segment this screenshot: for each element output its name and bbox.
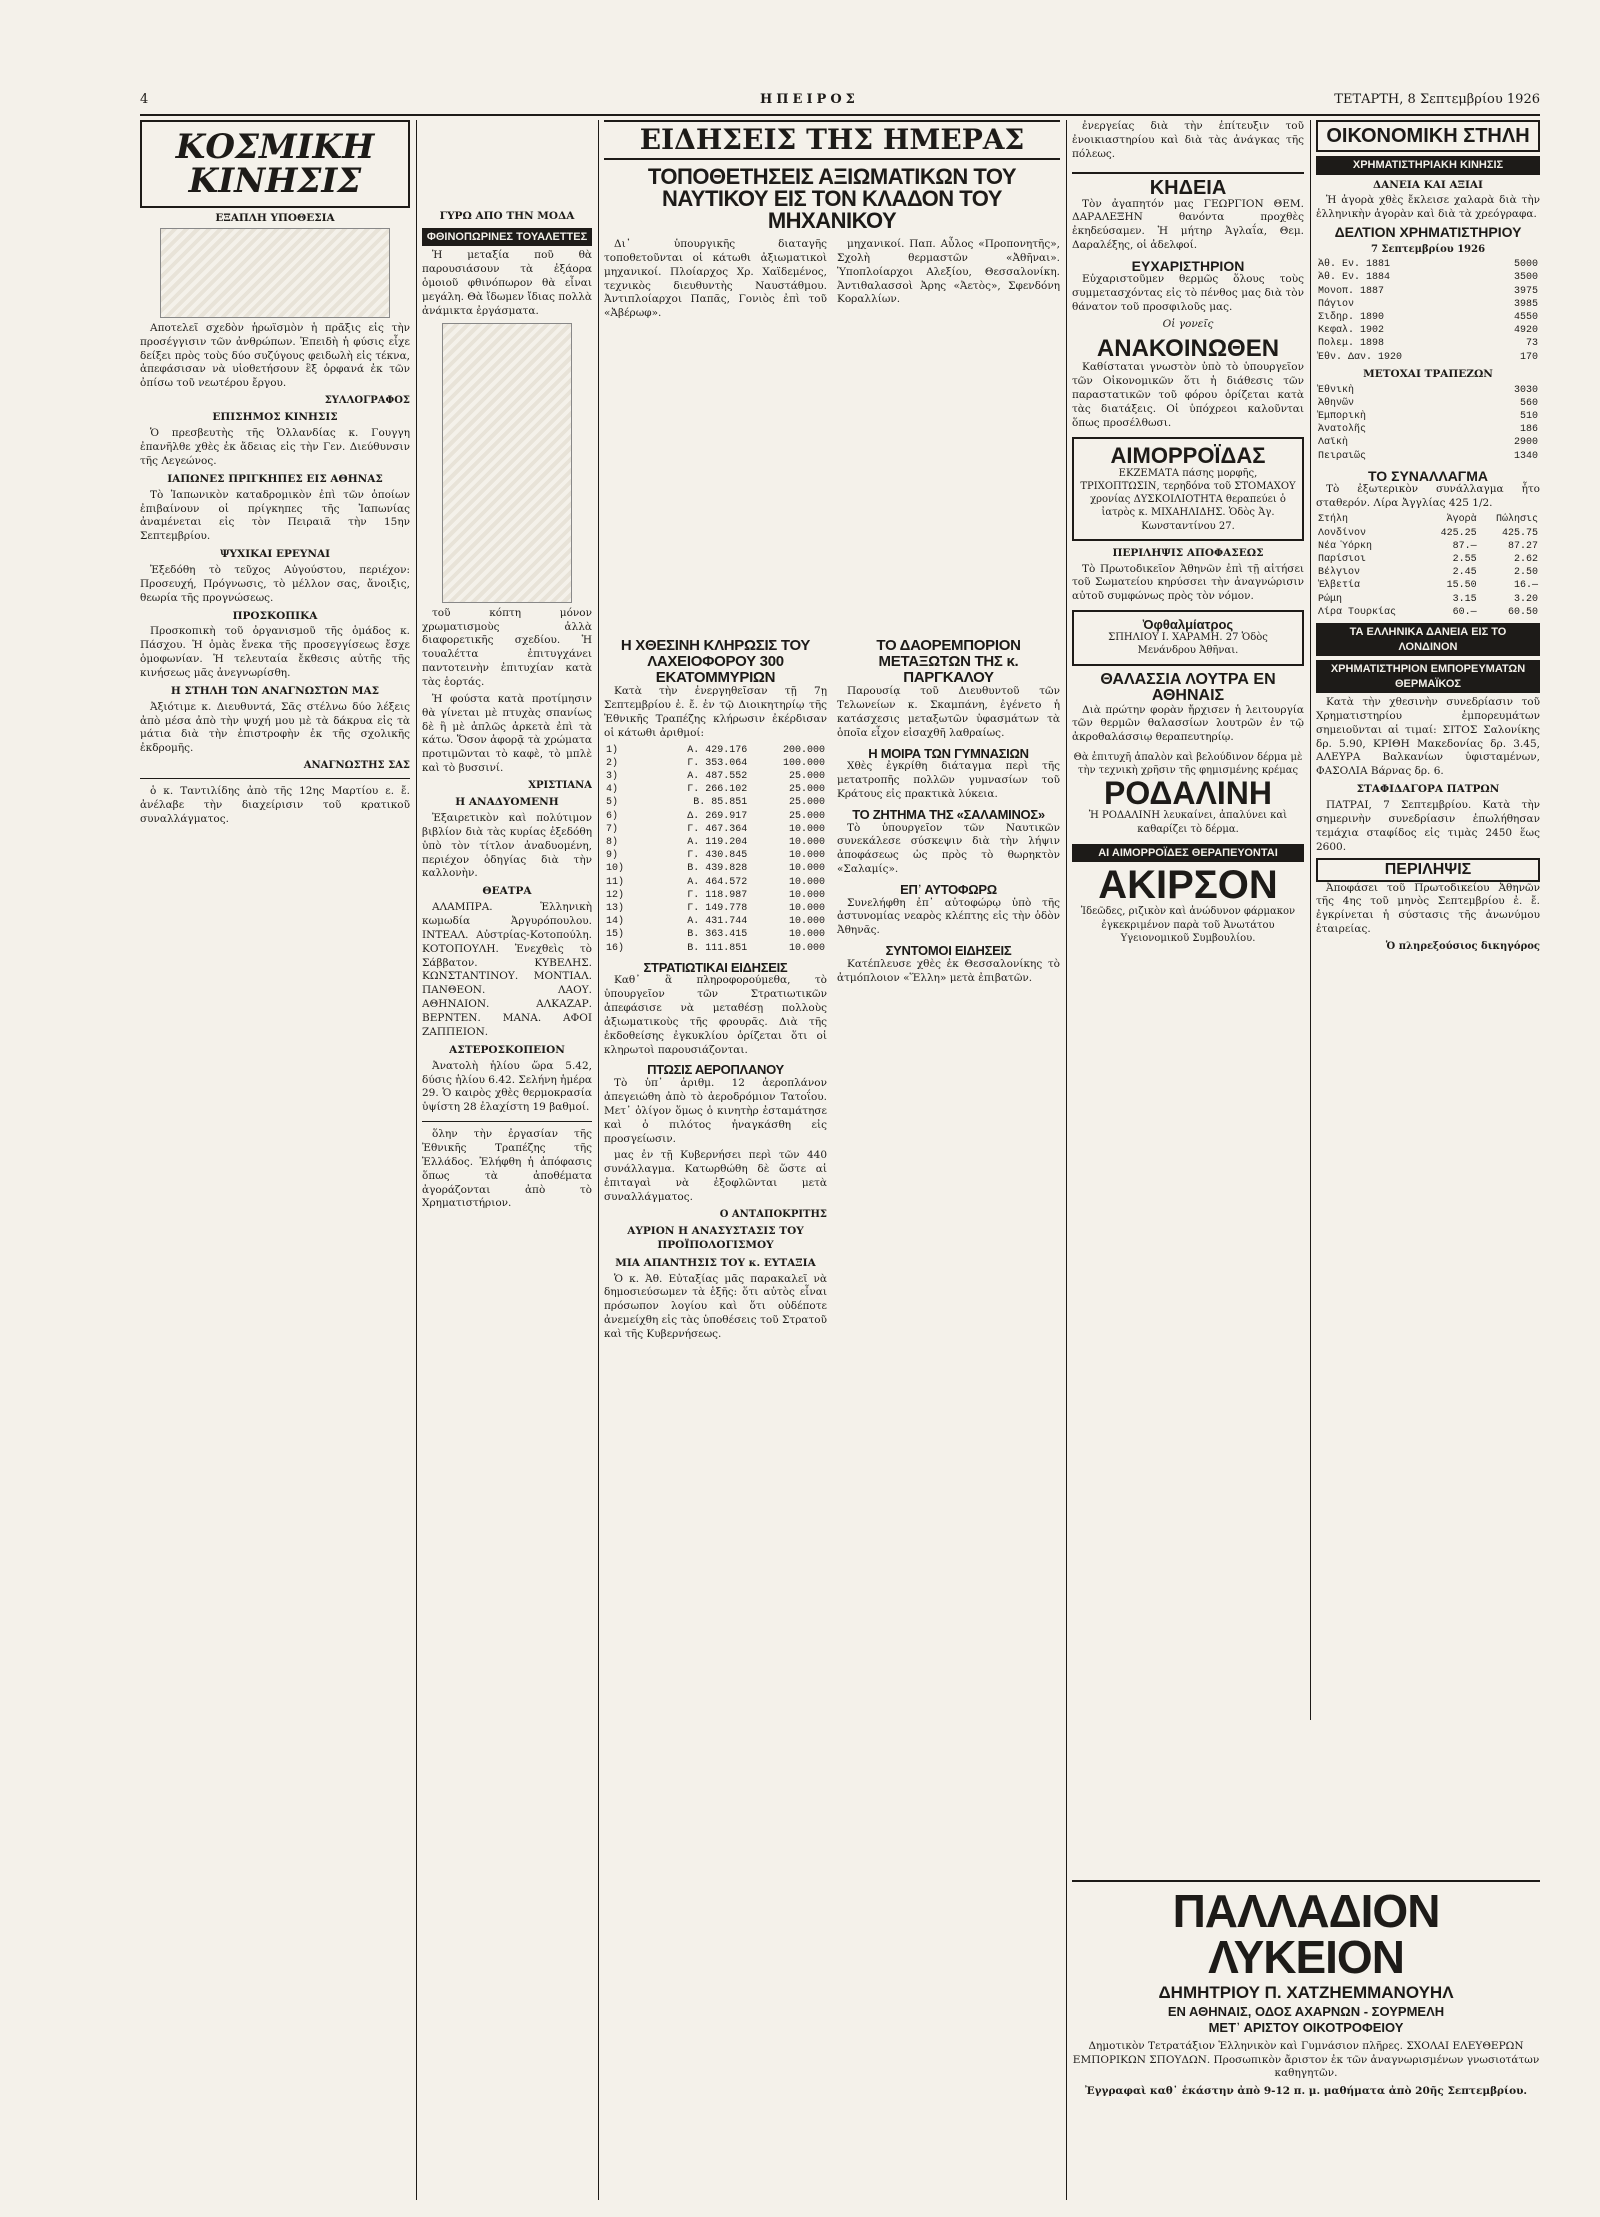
article-text: Καθίσταται γνωστὸν ὑπὸ τὸ ὑπουργεῖον τῶν Οἰκονομικῶν ὅτι ἡ διάθεσις τῶν παραστατικῶν τοῦ φόρου ὁρίζεται κατὰ τὰς διατάξεις. Οἱ ὑπόχρεοι καλοῦνται ὅπως προσέλθωσι. — [1072, 361, 1304, 429]
loan-row — [1316, 351, 1540, 364]
table-cell: Πολεμ. 1898 — [1318, 338, 1385, 350]
article-text: Ἡ μεταξία ποῦ θὰ παρουσιάσουν τὰ ἐξάορα ὁμοιοῦ φθινόπωρον θὰ εἶναι μεγάλη. Θὰ ἴδωμεν ἴδιας πολλὰ ἀνάμικτα ἐργάσματα. — [422, 249, 592, 317]
article-text: Συνελήφθη ἐπ᾽ αὐτοφώρῳ ὑπὸ τῆς ἀστυνομίας νεαρὸς κλέπτης εἰς τὴν ὁδὸν Ἀθηνᾶς. — [837, 896, 1060, 937]
article-text: Κατὰ τὴν χθεσινὴν συνεδρίασιν τοῦ Χρηματιστηρίου ἐμπορευμάτων σημειοῦνται αἱ τιμαί: ΣΙΤΟΣ Σαλονίκης δρ. 5.90, ΚΡΙΘΗ Μακεδονίας δρ. 3.45, ΑΛΕΥΡΑ Βαλκανίων ὑφισταμένων, ΦΑΣΟΛΙΑ Βάρνας δρ. 6. — [1316, 696, 1540, 778]
table-cell: Κεφαλ. 1902 — [1318, 325, 1385, 337]
table-cell: 25.000 — [788, 810, 825, 822]
lead-article-body — [604, 238, 1060, 638]
article-heading: ΣΥΝΤΟΜΟΙ ΕΙΔΗΣΕΙΣ — [885, 943, 1012, 959]
table-cell: 200.000 — [782, 744, 825, 756]
issue-date: ΤΕΤΑΡΤΗ, 8 Σεπτεμβρίου 1926 — [1334, 92, 1540, 107]
ad-title: ΑΙΜΟΡΡΟΪΔΑΣ — [1110, 442, 1266, 468]
article-heading: Η ΧΘΕΣΙΝΗ ΚΛΗΡΩΣΙΣ ΤΟΥ ΛΑΧΕΙΟΦΟΡΟΥ 300 ΕΚΑΤΟΜΜΥΡΙΩΝ — [620, 637, 811, 686]
article-heading: ΑΥΡΙΟΝ Η ΑΝΑΣΥΣΤΑΣΙΣ ΤΟΥ ΠΡΟΪΠΟΛΟΓΙΣΜΟΥ — [627, 1225, 804, 1251]
table-cell: 87.27 — [1507, 540, 1538, 552]
news-right-subcolumn — [837, 638, 1060, 1345]
page-header — [140, 92, 1540, 114]
prize-row — [604, 744, 827, 757]
table-cell: 11) — [606, 876, 625, 888]
table-cell: Α. 487.552 — [687, 771, 748, 783]
loan-row — [1316, 258, 1540, 271]
table-cell: Γ. 430.845 — [687, 850, 748, 862]
fx-header: Πώλησις — [1495, 514, 1538, 526]
bank-row — [1316, 397, 1540, 410]
fx-row — [1316, 566, 1540, 579]
table-cell: 425.75 — [1501, 527, 1538, 539]
table-cell: 10) — [606, 863, 625, 875]
bank-row — [1316, 436, 1540, 449]
table-cell: 3) — [606, 771, 619, 783]
fx-header: Στήλη — [1318, 514, 1349, 526]
table-cell: 10.000 — [788, 929, 825, 941]
fx-row — [1316, 553, 1540, 566]
loan-row — [1316, 324, 1540, 337]
article-text: Τὸ ἐξωτερικὸν συνάλλαγμα ἦτο σταθερόν. Λίρα Ἀγγλίας 425 1/2. — [1316, 482, 1540, 509]
table-cell: Β. 85.851 — [693, 797, 748, 809]
table-cell: 10.000 — [788, 916, 825, 928]
article-text: Κατὰ τὴν ἐνεργηθεῖσαν τῇ 7ῃ Σεπτεμβρίου ἐ. ἔ. ἐν τῷ Διοικητηρίῳ τῆς Ἐθνικῆς Τραπέζης κλήρωσιν ἐκέρδισαν οἱ κάτωθι ἀριθμοί: — [604, 685, 827, 739]
loan-row — [1316, 311, 1540, 324]
article-heading: ΣΤΡΑΤΙΩΤΙΚΑΙ ΕΙΔΗΣΕΙΣ — [643, 959, 788, 975]
article-text: ἐνεργείας διὰ τὴν ἐπίτευξιν τοῦ ἐνοικιαστηρίου καὶ διὰ τὰς ἀνάγκας τῆς πόλεως. — [1072, 120, 1304, 160]
advertisement-hemorrhoids — [1072, 437, 1304, 541]
table-cell: 186 — [1519, 424, 1538, 436]
prize-row — [604, 876, 827, 889]
article-text: Τὸ Ἰαπωνικὸν καταδρομικὸν ἐπὶ τῶν ὁποίων ἐπιβαίνουν οἱ πρίγκηπες τῆς Ἰαπωνίας ἀναμένεται εἰς τὸν Πειραιᾶ τὴν 15ην Σεπτεμβρίου. — [140, 488, 410, 543]
article-text: Δι᾽ ὑπουργικῆς διαταγῆς τοποθετοῦνται οἱ κάτωθι ἀξιωματικοὶ μηχανικοί. Πλοίαρχος Χρ. Χαϊδεμένος, τεχνικὸς διευθυντὴς Ναυστάθμου. Ἀντιπλοίαρχοι Παπᾶς, Γονιὸς ἐπὶ τοῦ «Ἀβέρωφ». — [604, 238, 827, 320]
table-cell: 15.50 — [1446, 580, 1477, 592]
ad-text: ΣΠΗΛΙΟΥ Ι. ΧΑΡΑΜΗ. 27 Ὁδὸς Μενάνδρου Ἀθῆναι. — [1108, 632, 1268, 657]
article-heading: ΠΕΡΙΛΗΨΙΣ — [1316, 858, 1540, 882]
table-cell: 3975 — [1513, 285, 1538, 297]
table-cell: 10.000 — [788, 942, 825, 954]
table-cell: 1) — [606, 744, 619, 756]
article-heading: ΜΙΑ ΑΠΑΝΤΗΣΙΣ ΤΟΥ κ. ΕΥΤΑΞΙΑ — [615, 1256, 816, 1269]
loan-row — [1316, 271, 1540, 284]
article-heading: ΤΑ ΕΛΛΗΝΙΚΑ ΔΑΝΕΙΑ ΕΙΣ ΤΟ ΛΟΝΔΙΝΟΝ — [1316, 623, 1540, 656]
table-cell: 16.— — [1513, 580, 1538, 592]
ad-address: ΕΝ ΑΘΗΝΑΙΣ, ΟΔΟΣ ΑΧΑΡΝΩΝ - ΣΟΥΡΜΕΛΗ — [1167, 2004, 1445, 2019]
fx-header: Ἀγορὰ — [1446, 514, 1477, 526]
ad-text: Ἐγγραφαὶ καθ᾽ ἑκάστην ἀπὸ 9-12 π. μ. μαθήματα ἀπὸ 20ῆς Σεπτεμβρίου. — [1084, 2084, 1528, 2097]
notice-heading: ΘΑΛΑΣΣΙΑ ΛΟΥΤΡΑ ΕΝ ΑΘΗΝΑΙΣ — [1100, 670, 1276, 704]
table-cell: Λίρα Τουρκίας — [1318, 606, 1397, 618]
table-cell: 13) — [606, 902, 625, 914]
table-cell: 12) — [606, 889, 625, 901]
article-heading: Η ΑΝΑΔΥΟΜΕΝΗ — [455, 796, 559, 809]
table-cell: Σιδηρ. 1890 — [1318, 312, 1385, 324]
prize-row — [604, 810, 827, 823]
masthead: ΗΠΕΙΡΟΣ — [760, 92, 859, 107]
article-text: Ἀξιότιμε κ. Διευθυντά, Σᾶς στέλνω δύο λέξεις ἀπὸ μέσα ἀπὸ τὴν ψυχή μου μὲ τὰ δάκρυα εἰς τὰ μάτια διὰ τὴν ἐπιστροφὴν ἐκ τῆς σχολικῆς ἐκδρομῆς. — [140, 700, 410, 755]
article-text: μηχανικοί. Παπ. Αὖλος «Προπονητῆς», Σχολὴ θερμαστῶν «Ἀθῆναι». Ὑποπλοίαρχοι Αλεξίου, Θεσσαλονίκη. Ἀντιθαλασσοὶ Ἀρης «Ἀετὸς», Σφενδόνη Κοραλλίων. — [837, 238, 1060, 306]
table-cell: 10.000 — [788, 823, 825, 835]
article-heading: ΕΠ᾽ ΑΥΤΟΦΩΡΩ — [900, 881, 997, 897]
article-text: Κατέπλευσε χθὲς ἐκ Θεσσαλονίκης τὸ ἀτμόπλοιον «Ἕλλη» μετὰ ἐπιβατῶν. — [837, 957, 1060, 984]
ad-text: Ἡ ΡΟΔΑΛΙΝΗ λευκαίνει, ἁπαλύνει καὶ καθαρίζει τὸ δέρμα. — [1088, 810, 1288, 835]
notice-heading: ΚΗΔΕΙΑ — [1072, 172, 1304, 198]
fashion-dress-illustration — [442, 323, 572, 603]
article-heading: ΘΕΑΤΡΑ — [482, 885, 532, 898]
table-cell: 25.000 — [788, 797, 825, 809]
table-cell: 7) — [606, 823, 619, 835]
article-heading: ΤΟ ΔΑΟΡΕΜΠΟΡΙΟΝ ΜΕΤΑΞΩΤΩΝ ΤΗΣ κ. ΠΑΡΓΚΑΛΟΥ — [876, 637, 1021, 686]
column-society — [140, 120, 410, 2200]
table-cell: Ἀθ. Εν. 1884 — [1318, 272, 1391, 284]
article-heading: ΣΤΑΦΙΔΑΓΟΡΑ ΠΑΤΡΩΝ — [1356, 783, 1500, 796]
table-cell: 1340 — [1513, 450, 1538, 462]
table-cell: Ἐθνικὴ — [1318, 384, 1355, 396]
column-divider — [598, 120, 599, 2200]
notice-heading: ΑΝΑΚΟΙΝΩΘΕΝ — [1096, 335, 1280, 363]
article-text: τοῦ κόπτη μόνον χρωματισμοὺς ἀλλὰ διαφορετικῆς σχεδίου. Ἡ τουαλέττα ἐπιτυγχάνει παντοτεινὴν ἐπιτυχίαν κατὰ τὰς ἑορτάς. — [422, 606, 592, 688]
table-cell: Βέλγιον — [1318, 567, 1361, 579]
article-text: Ὁ πρεσβευτὴς τῆς Ὀλλανδίας κ. Γουγγη ἐπανῆλθε χθὲς ἐκ ἄδειας εἰς τὴν Γεν. Διεύθυνσιν τῆς Λεγεώνος. — [140, 427, 410, 467]
bank-row — [1316, 410, 1540, 423]
loans-table — [1316, 258, 1540, 364]
table-cell: Ἀθ. Εν. 1881 — [1318, 259, 1391, 271]
table-cell: 2.62 — [1513, 554, 1538, 566]
article-heading: ΤΟ ΣΥΝΑΛΛΑΓΜΑ — [1367, 467, 1488, 484]
article-text: Τὸ ὑπουργεῖον τῶν Ναυτικῶν συνεκάλεσε σύσκεψιν διὰ τὴν λήψιν ἀποφάσεως ὡς πρὸς τὸ θωρηκτὸν «Σαλαμίς». — [837, 821, 1060, 876]
article-signature: ΑΝΑΓΝΩΣΤΗΣ ΣΑΣ — [303, 760, 410, 772]
fx-row — [1316, 527, 1540, 540]
table-cell: 10.000 — [788, 863, 825, 875]
article-text: Ἡ φούστα κατὰ προτίμησιν θὰ γίνεται μὲ πτυχὰς σπανίως δὲ ἢ μὲ ἁπλῶς ἀρκετὰ ἐπὶ τὰ κάτω. Ὅσον ἀφορᾷ τὰ χρώματα προτιμῶνται τὸ καφὲ, τὸ μπλὲ καὶ τὸ βυσσινί. — [422, 692, 592, 775]
table-cell: Μονοπ. 1887 — [1318, 285, 1385, 297]
table-cell: 15) — [606, 929, 625, 941]
ad-title: Ὀφθαλμίατρος — [1142, 617, 1234, 633]
table-cell: 4) — [606, 784, 619, 796]
table-cell: 2.50 — [1513, 567, 1538, 579]
article-text: Ὁ κ. Ἀθ. Εὐταξίας μᾶς παρακαλεῖ νὰ δημοσιεύσωμεν τὰ ἑξῆς: ὅτι αὐτὸς εἶναι πρόσωπον λογίου καὶ ὅτι οὐδέποτε ἀνεμείχθη εἰς τὰς ὑποθέσεις τοῦ Στρατοῦ καὶ τῆς Κυβερνήσεως. — [604, 1272, 827, 1341]
article-heading: ΔΑΝΕΙΑ ΚΑΙ ΑΞΙΑΙ — [1373, 178, 1483, 191]
fx-row — [1316, 593, 1540, 606]
section-rule — [140, 778, 410, 779]
article-text: Ἐξεδόθη τὸ τεῦχος Αὐγούστου, περιέχον: Προσευχή, Πρόγνωσις, τὸ μέλλον σας, ἄνοιξις, θεωρία τῆς προγνώσεως. — [140, 563, 410, 604]
column-fashion — [422, 120, 592, 2200]
table-cell: Β. 363.415 — [687, 929, 748, 941]
ad-banner: ΑΙ ΑΙΜΟΡΡΟΪΔΕΣ ΘΕΡΑΠΕΥΟΝΤΑΙ — [1072, 844, 1304, 863]
bank-row — [1316, 423, 1540, 436]
article-text: Καθ᾽ ἃ πληροφορούμεθα, τὸ ὑπουργεῖον τῶν Στρατιωτικῶν ἀπεφάσισε νὰ μεταθέσῃ πολλοὺς ἀξιωματικοὺς τῆς φρουρᾶς. Διὰ τῆς ἐκδοθείσης ἐγκυκλίου ὁρίζεται ὅτι οἱ κληρωτοὶ παρουσιάζονται. — [604, 974, 827, 1056]
ad-text: Ἰδεῶδες, ριζικὸν καὶ ἀνώδυνον φάρμακον ἐγκεκριμένον παρὰ τοῦ Ἀνωτάτου Υγειονομικοῦ Συμβουλίου. — [1080, 906, 1296, 944]
lottery-article — [604, 638, 827, 1345]
ad-title-akirson: ΑΚΙΡΣΟΝ — [1098, 863, 1278, 908]
prize-row — [604, 849, 827, 862]
article-text: Εὐχαριστοῦμεν θερμῶς ὅλους τοὺς συμμετασχόντας εἰς τὸ πένθος μας διὰ τὸν θάνατον τοῦ προσφιλοῦς μας. — [1072, 273, 1304, 313]
article-text: Παρουσίᾳ τοῦ Διευθυντοῦ τῶν Τελωνείων κ. Σκαμπάνη, ἐγένετο ἡ κατάσχεσις μεταξωτῶν ὑφασμάτων τὰ ὁποῖα εἶχον εἰσαχθῆ λαθραίως. — [837, 685, 1060, 739]
prize-row — [604, 942, 827, 955]
column-divider — [1066, 120, 1067, 2200]
fx-row — [1316, 540, 1540, 553]
prize-row — [604, 783, 827, 796]
prize-row — [604, 889, 827, 902]
table-cell: Α. 464.572 — [687, 876, 748, 888]
table-cell: 3500 — [1513, 272, 1538, 284]
article-text: Χθὲς ἐγκρίθη διάταγμα περὶ τῆς μετατροπῆς πολλῶν γυμνασίων τοῦ Κράτους εἰς πρακτικὰ λύκεια. — [837, 760, 1060, 801]
article-title: ΦΘΙΝΟΠΩΡΙΝΕΣ ΤΟΥΑΛΕΤΤΕΣ — [422, 228, 592, 247]
article-text: Ἀποφάσει τοῦ Πρωτοδικείου Ἀθηνῶν τῆς 4ης τοῦ μηνὸς Σεπτεμβρίου ἐ. ἔ. ἐγκρίνεται ἡ σύστασις τῆς ἀνωνύμου ἑταιρείας. — [1316, 881, 1540, 936]
notice-heading: ΕΥΧΑΡΙΣΤΗΡΙΟΝ — [1131, 258, 1245, 275]
article-text: Ἀνατολὴ ἡλίου ὥρα 5.42, δύσις ἡλίου 6.42. Σελήνη ἡμέρα 29. Ὁ καιρὸς χθὲς θερμοκρασία ὑψίστη 28 ἐλαχίστη 19 βαθμοί. — [422, 1059, 592, 1114]
table-cell: Α. 429.176 — [687, 744, 748, 756]
section-title: ΕΙΔΗΣΕΙΣ ΤΗΣ ΗΜΕΡΑΣ — [604, 120, 1060, 160]
bank-row — [1316, 384, 1540, 397]
ad-text: ΕΚΖΕΜΑΤΑ πάσης μορφῆς, ΤΡΙΧΟΠΤΩΣΙΝ, τερηδόνα τοῦ ΣΤΟΜΑΧΟΥ χρονίας ΔΥΣΚΟΙΛΙΟΤΗΤΑ θεραπεύει ὁ ἰατρὸς κ. ΜΙΧΑΗΛΙΔΗΣ. Ὁδὸς Ἀγ. Κωνσταντίνου 27. — [1080, 467, 1296, 532]
prize-row — [604, 757, 827, 770]
table-cell: Πάγιον — [1318, 298, 1355, 310]
article-text: Προσκοπικὴ τοῦ ὀργανισμοῦ τῆς ὁμάδος κ. Πάσχου. Ἡ ὁμὰς ἔνεκα τῆς προσεγγίσεως ἔσχε ὁμοφωνίαν. Ἡ τελευταία ἔκθεσις αὐτῆς τῆς κινήσεως μᾶς ἀνεγνωρίσθη. — [140, 625, 410, 679]
article-heading: ΕΞΑΠΛΗ ΥΠΟΘΕΣΙΑ — [215, 212, 335, 224]
article-text: Διὰ πρώτην φορὰν ἤρχισεν ἡ λειτουργία τῶν θερμῶν θαλασσίων λουτρῶν ἐν τῷ ἀκροθαλάσσιῳ θεραπευτηρίῳ. — [1072, 703, 1304, 744]
table-cell: 25.000 — [788, 784, 825, 796]
prize-row — [604, 836, 827, 849]
article-signature: Ὁ πληρεξούσιος δικηγόρος — [1385, 940, 1540, 952]
column-divider — [1310, 120, 1311, 1720]
table-cell: Γ. 353.064 — [687, 757, 748, 769]
article-text: ὅλην τὴν ἐργασίαν τῆς Ἐθνικῆς Τραπέζης τῆς Ἑλλάδος. Ἐλήφθη ἡ ἀπόφασις ὅπως τὰ ἀποθέματα ἀγοράζονται ἀπὸ τὸ Χρηματιστήριον. — [422, 1128, 592, 1210]
column-notices — [1072, 120, 1304, 1680]
exchange-table — [1316, 513, 1540, 619]
section-title: ΚΟΣΜΙΚΗ ΚΙΝΗΣΙΣ — [140, 120, 410, 208]
article-text: Ἡ ἀγορὰ χθὲς ἔκλεισε χαλαρὰ διὰ τὴν ἑλληνικὴν ἀγορὰν καὶ διὰ τὰ χρεόγραφα. — [1316, 194, 1540, 221]
table-cell: 10.000 — [788, 876, 825, 888]
bank-shares-table — [1316, 384, 1540, 463]
table-cell: 8) — [606, 837, 619, 848]
loan-row — [1316, 337, 1540, 350]
article-heading: ΑΣΤΕΡΟΣΚΟΠΕΙΟΝ — [449, 1043, 565, 1056]
article-signature: ΣΥΛΛΟΓΡΑΦΟΣ — [324, 395, 410, 407]
table-cell: 510 — [1519, 411, 1538, 423]
article-heading: ΔΕΛΤΙΟΝ ΧΡΗΜΑΤΙΣΤΗΡΙΟΥ — [1334, 224, 1522, 241]
ad-title: ΠΑΛΛΑΔΙΟΝ ΛΥΚΕΙΟΝ — [1172, 1885, 1440, 1983]
table-cell: Δ. 269.917 — [687, 810, 748, 822]
article-text: Τὸ Πρωτοδικεῖον Ἀθηνῶν ἐπὶ τῇ αἰτήσει τοῦ Σωματείου κηρύσσει τὴν ἀναγνώρισιν αὐτοῦ συμφώνως πρὸς τὸν νόμον. — [1072, 562, 1304, 603]
table-cell: Α. 119.204 — [687, 837, 748, 848]
table-cell: 100.000 — [782, 757, 825, 769]
advertisement-palladion-lyceum — [1072, 1880, 1540, 2200]
table-cell: 170 — [1519, 351, 1538, 363]
lottery-results-table — [604, 744, 827, 955]
article-text: ΠΑΤΡΑΙ, 7 Σεπτεμβρίου. Κατὰ τὴν σημερινὴν συνεδρίασιν ἐπωλήθησαν τεμάχια σταφίδος εἰς τιμὰς 2450 ἕως 2600. — [1316, 799, 1540, 853]
article-text: Τὸν ἀγαπητόν μας ΓΕΩΡΓΙΟΝ ΘΕΜ. ΔΑΡΑΛΕΞΗΝ θανόντα προχθὲς ἐκηδεύσαμεν. Ἡ μήτηρ Ἀγλαΐα, Θεμ. Δαραλέξης, οἱ ἀδελφοί. — [1072, 197, 1304, 252]
article-text: μας ἐν τῇ Κυβερνήσει περὶ τῶν 440 συνάλλαγμα. Κατωρθώθη δὲ ὥστε αἱ ἐπιταγαὶ νὰ ἐξοφλῶνται μετὰ συναλλάγματος. — [604, 1149, 827, 1203]
article-heading: ΠΤΩΣΙΣ ΑΕΡΟΠΛΑΝΟΥ — [647, 1062, 784, 1078]
prize-row — [604, 770, 827, 783]
prize-row — [604, 796, 827, 809]
column-finance — [1316, 120, 1540, 1720]
header-rule — [140, 114, 1540, 116]
table-cell: Λαϊκὴ — [1318, 437, 1349, 449]
table-cell: 3.20 — [1513, 593, 1538, 605]
loan-row — [1316, 298, 1540, 311]
article-heading: ΧΡΗΜΑΤΙΣΤΗΡΙΑΚΗ ΚΙΝΗΣΙΣ — [1316, 156, 1540, 175]
notice-signature: Οἱ γονεῖς — [1162, 317, 1214, 330]
table-cell: 6) — [606, 810, 619, 822]
table-cell: 3985 — [1513, 298, 1538, 310]
table-cell: 10.000 — [788, 902, 825, 914]
table-cell: Β. 111.851 — [687, 942, 748, 954]
table-cell: 25.000 — [788, 771, 825, 783]
prize-row — [604, 862, 827, 875]
article-date: 7 Σεπτεμβρίου 1926 — [1370, 244, 1486, 256]
article-kicker: ΓΥΡΩ ΑΠΟ ΤΗΝ ΜΟΔΑ — [439, 210, 575, 222]
article-signature: ΧΡΙΣΤΙΑΝΑ — [528, 779, 592, 791]
fx-row — [1316, 606, 1540, 619]
lead-headline: ΤΟΠΟΘΕΤΗΣΕΙΣ ΑΞΙΩΜΑΤΙΚΩΝ ΤΟΥ ΝΑΥΤΙΚΟΥ ΕΙΣ ΤΟΝ ΚΛΑΔΟΝ ΤΟΥ ΜΗΧΑΝΙΚΟΥ — [647, 164, 1017, 233]
page-number: 4 — [140, 92, 149, 107]
table-cell: Γ. 467.364 — [687, 823, 748, 835]
notice-heading: ΠΕΡΙΛΗΨΙΣ ΑΠΟΦΑΣΕΩΣ — [1112, 546, 1264, 559]
table-cell: 10.000 — [788, 837, 825, 848]
table-cell: 2) — [606, 757, 619, 769]
article-heading: ΕΠΙΣΗΜΟΣ ΚΙΝΗΣΙΣ — [212, 411, 338, 424]
bank-row — [1316, 450, 1540, 463]
table-cell: Πειραιῶς — [1318, 450, 1367, 462]
table-cell: Γ. 118.987 — [687, 889, 748, 901]
table-cell: 2.45 — [1452, 567, 1477, 579]
advertisement-ophthalmologist — [1072, 610, 1304, 665]
article-heading: ΤΟ ΖΗΤΗΜΑ ΤΗΣ «ΣΑΛΑΜΙΝΟΣ» — [852, 806, 1045, 822]
table-cell: Ρώμη — [1318, 593, 1343, 605]
table-cell: Ἐμπορικὴ — [1318, 411, 1367, 423]
ad-text: Δημοτικὸν Τετρατάξιον Ἑλληνικὸν καὶ Γυμνάσιον πλῆρες. ΣΧΟΛΑΙ ΕΛΕΥΘΕΡΩΝ ΕΜΠΟΡΙΚΩΝ ΣΠΟΥΔΩΝ. Προσωπικὸν ἄριστον ἐκ τῶν ἀναγνωρισμένων γνωσιοτάτων καθηγητῶν. — [1072, 2040, 1540, 2080]
table-cell: 560 — [1519, 397, 1538, 409]
table-cell: 87.— — [1452, 540, 1477, 552]
section-rule — [422, 1121, 592, 1122]
article-heading: Η ΜΟΙΡΑ ΤΩΝ ΓΥΜΝΑΣΙΩΝ — [868, 745, 1029, 761]
fx-row — [1316, 579, 1540, 592]
table-cell: Ἐθν. Δαν. 1920 — [1318, 351, 1403, 363]
column-divider — [416, 120, 417, 2200]
article-text: ΑΛΑΜΠΡΑ. Ἑλληνικὴ κωμωδία Ἀργυρόπουλου. ΙΝΤΕΑΛ. Αὐστρίας-Κοτοπούλη. ΚΟΤΟΠΟΥΛΗ. Ἐνεχθεὶς τὸ Σάββατον. ΚΥΒΕΛΗΣ. ΚΩΝΣΤΑΝΤΙΝΟΥ. ΜΟΝΤΙΑΛ. ΠΑΝΘΕΟΝ. ΛΑΟΥ. ΑΘΗΝΑΙΟΝ. ΑΛΚΑΖΑΡ. ΒΕΡΝΤΕΝ. ΜΑΝΑ. ΑΦΟΙ ΖΑΠΠΕΙΟΝ. — [422, 901, 592, 1038]
article-heading: Η ΣΤΗΛΗ ΤΩΝ ΑΝΑΓΝΩΣΤΩΝ ΜΑΣ — [170, 684, 380, 697]
ad-subtitle: ΜΕΤ᾽ ΑΡΙΣΤΟΥ ΟΙΚΟΤΡΟΦΕΙΟΥ — [1208, 2020, 1404, 2035]
table-cell: 60.50 — [1507, 606, 1538, 618]
table-cell: 4920 — [1513, 325, 1538, 337]
article-heading: ΠΡΟΣΚΟΠΙΚΑ — [232, 609, 318, 622]
prize-row — [604, 915, 827, 928]
table-cell: 425.25 — [1440, 527, 1477, 539]
table-cell: 2.55 — [1452, 554, 1477, 566]
table-cell: 5) — [606, 797, 619, 809]
prize-row — [604, 823, 827, 836]
article-text: Τὸ ὑπ᾽ ἀριθμ. 12 ἀεροπλάνον ἀπεγειώθη ἀπὸ τὸ ἀεροδρόμιον Τατοΐου. Μετ᾽ ὀλίγον ὅμως ὁ κινητὴρ ἐσταμάτησε καὶ ὁ πιλότος ἠναγκάσθη εἰς προσγείωσιν. — [604, 1077, 827, 1145]
table-cell: 4550 — [1513, 312, 1538, 324]
article-heading: ΜΕΤΟΧΑΙ ΤΡΑΠΕΖΩΝ — [1363, 367, 1493, 380]
article-text: Αποτελεῖ σχεδὸν ἡρωϊσμὸν ἡ πρᾶξις εἰς τὴν προσέγγισιν τῶν ἀνθρώπων. Ἐπειδὴ ἡ φύσις εἶχε δείξει πρὸς τοὺς δύο συζύγους φειδωλὴ εἰς τέκνα, ἀπεφάσισαν νὰ υἱοθετήσουν ἓξ ὀρφανά ἐκ τῶν ὀπίσω τοῦ νεωτέρου ἔργου. — [140, 321, 410, 390]
ad-text: Θὰ ἐπιτυχῆ ἀπαλὸν καὶ βελούδινον δέρμα μὲ τὴν τεχνικὴ χρῆσιν τῆς φημισμένης κρέμας — [1073, 752, 1303, 777]
table-cell: 14) — [606, 916, 625, 928]
article-heading: ΨΥΧΙΚΑΙ ΕΡΕΥΝΑΙ — [219, 548, 331, 561]
column-news — [604, 120, 1060, 2200]
prize-row — [604, 902, 827, 915]
table-cell: 16) — [606, 942, 625, 954]
table-cell: Α. 431.744 — [687, 916, 748, 928]
article-heading: ΙΑΠΩΝΕΣ ΠΡΙΓΚΗΠΕΣ ΕΙΣ ΑΘΗΝΑΣ — [167, 472, 383, 485]
table-cell: 60.— — [1452, 606, 1477, 618]
table-cell: Παρίσιοι — [1318, 554, 1367, 566]
table-cell: 3030 — [1513, 384, 1538, 396]
ad-subtitle: ΔΗΜΗΤΡΙΟΥ Π. ΧΑΤΖΗΕΜΜΑΝΟΥΗΛ — [1158, 1983, 1454, 2002]
table-cell: Ἑλβετία — [1318, 580, 1361, 592]
loan-row — [1316, 285, 1540, 298]
article-text: ὁ κ. Ταντιλίδης ἀπὸ τῆς 12ης Μαρτίου ε. ἔ. ἀνέλαβε τὴν διαχείρισιν τοῦ κρατικοῦ συναλλάγματος. — [140, 785, 410, 826]
table-cell: 2900 — [1513, 437, 1538, 449]
table-cell: 3.15 — [1452, 593, 1477, 605]
prize-row — [604, 928, 827, 941]
article-text: Ἐξαιρετικὸν καὶ πολύτιμον βιβλίον διὰ τὰς κυρίας ἐξεδόθη ὑπὸ τὸν τίτλον ἀναδυομένη, περιέχον ὁδηγίας διὰ τὴν καλλονὴν. — [422, 812, 592, 880]
table-cell: Λονδίνον — [1318, 527, 1367, 539]
table-cell: 5000 — [1513, 259, 1538, 271]
table-cell: 73 — [1525, 338, 1538, 350]
table-cell: Ἀνατολῆς — [1318, 424, 1367, 436]
article-signature: Ο ΑΝΤΑΠΟΚΡΙΤΗΣ — [719, 1208, 827, 1220]
table-cell: 10.000 — [788, 889, 825, 901]
article-heading: ΧΡΗΜΑΤΙΣΤΗΡΙΟΝ ΕΜΠΟΡΕΥΜΑΤΩΝ ΘΕΡΜΑΪΚΟΣ — [1316, 660, 1540, 693]
table-cell: Γ. 266.102 — [687, 784, 748, 796]
illustration-writing-figure — [160, 228, 390, 318]
table-cell: Γ. 149.778 — [687, 902, 748, 914]
table-cell: 10.000 — [788, 850, 825, 862]
table-cell: Β. 439.828 — [687, 863, 748, 875]
table-cell: Νέα Ὑόρκη — [1318, 540, 1373, 552]
table-cell: 9) — [606, 850, 619, 862]
table-cell: Ἀθηνῶν — [1318, 397, 1355, 409]
section-title: ΟΙΚΟΝΟΜΙΚΗ ΣΤΗΛΗ — [1316, 120, 1540, 152]
ad-title-rodalini: ΡΟΔΑΛΙΝΗ — [1104, 775, 1272, 812]
